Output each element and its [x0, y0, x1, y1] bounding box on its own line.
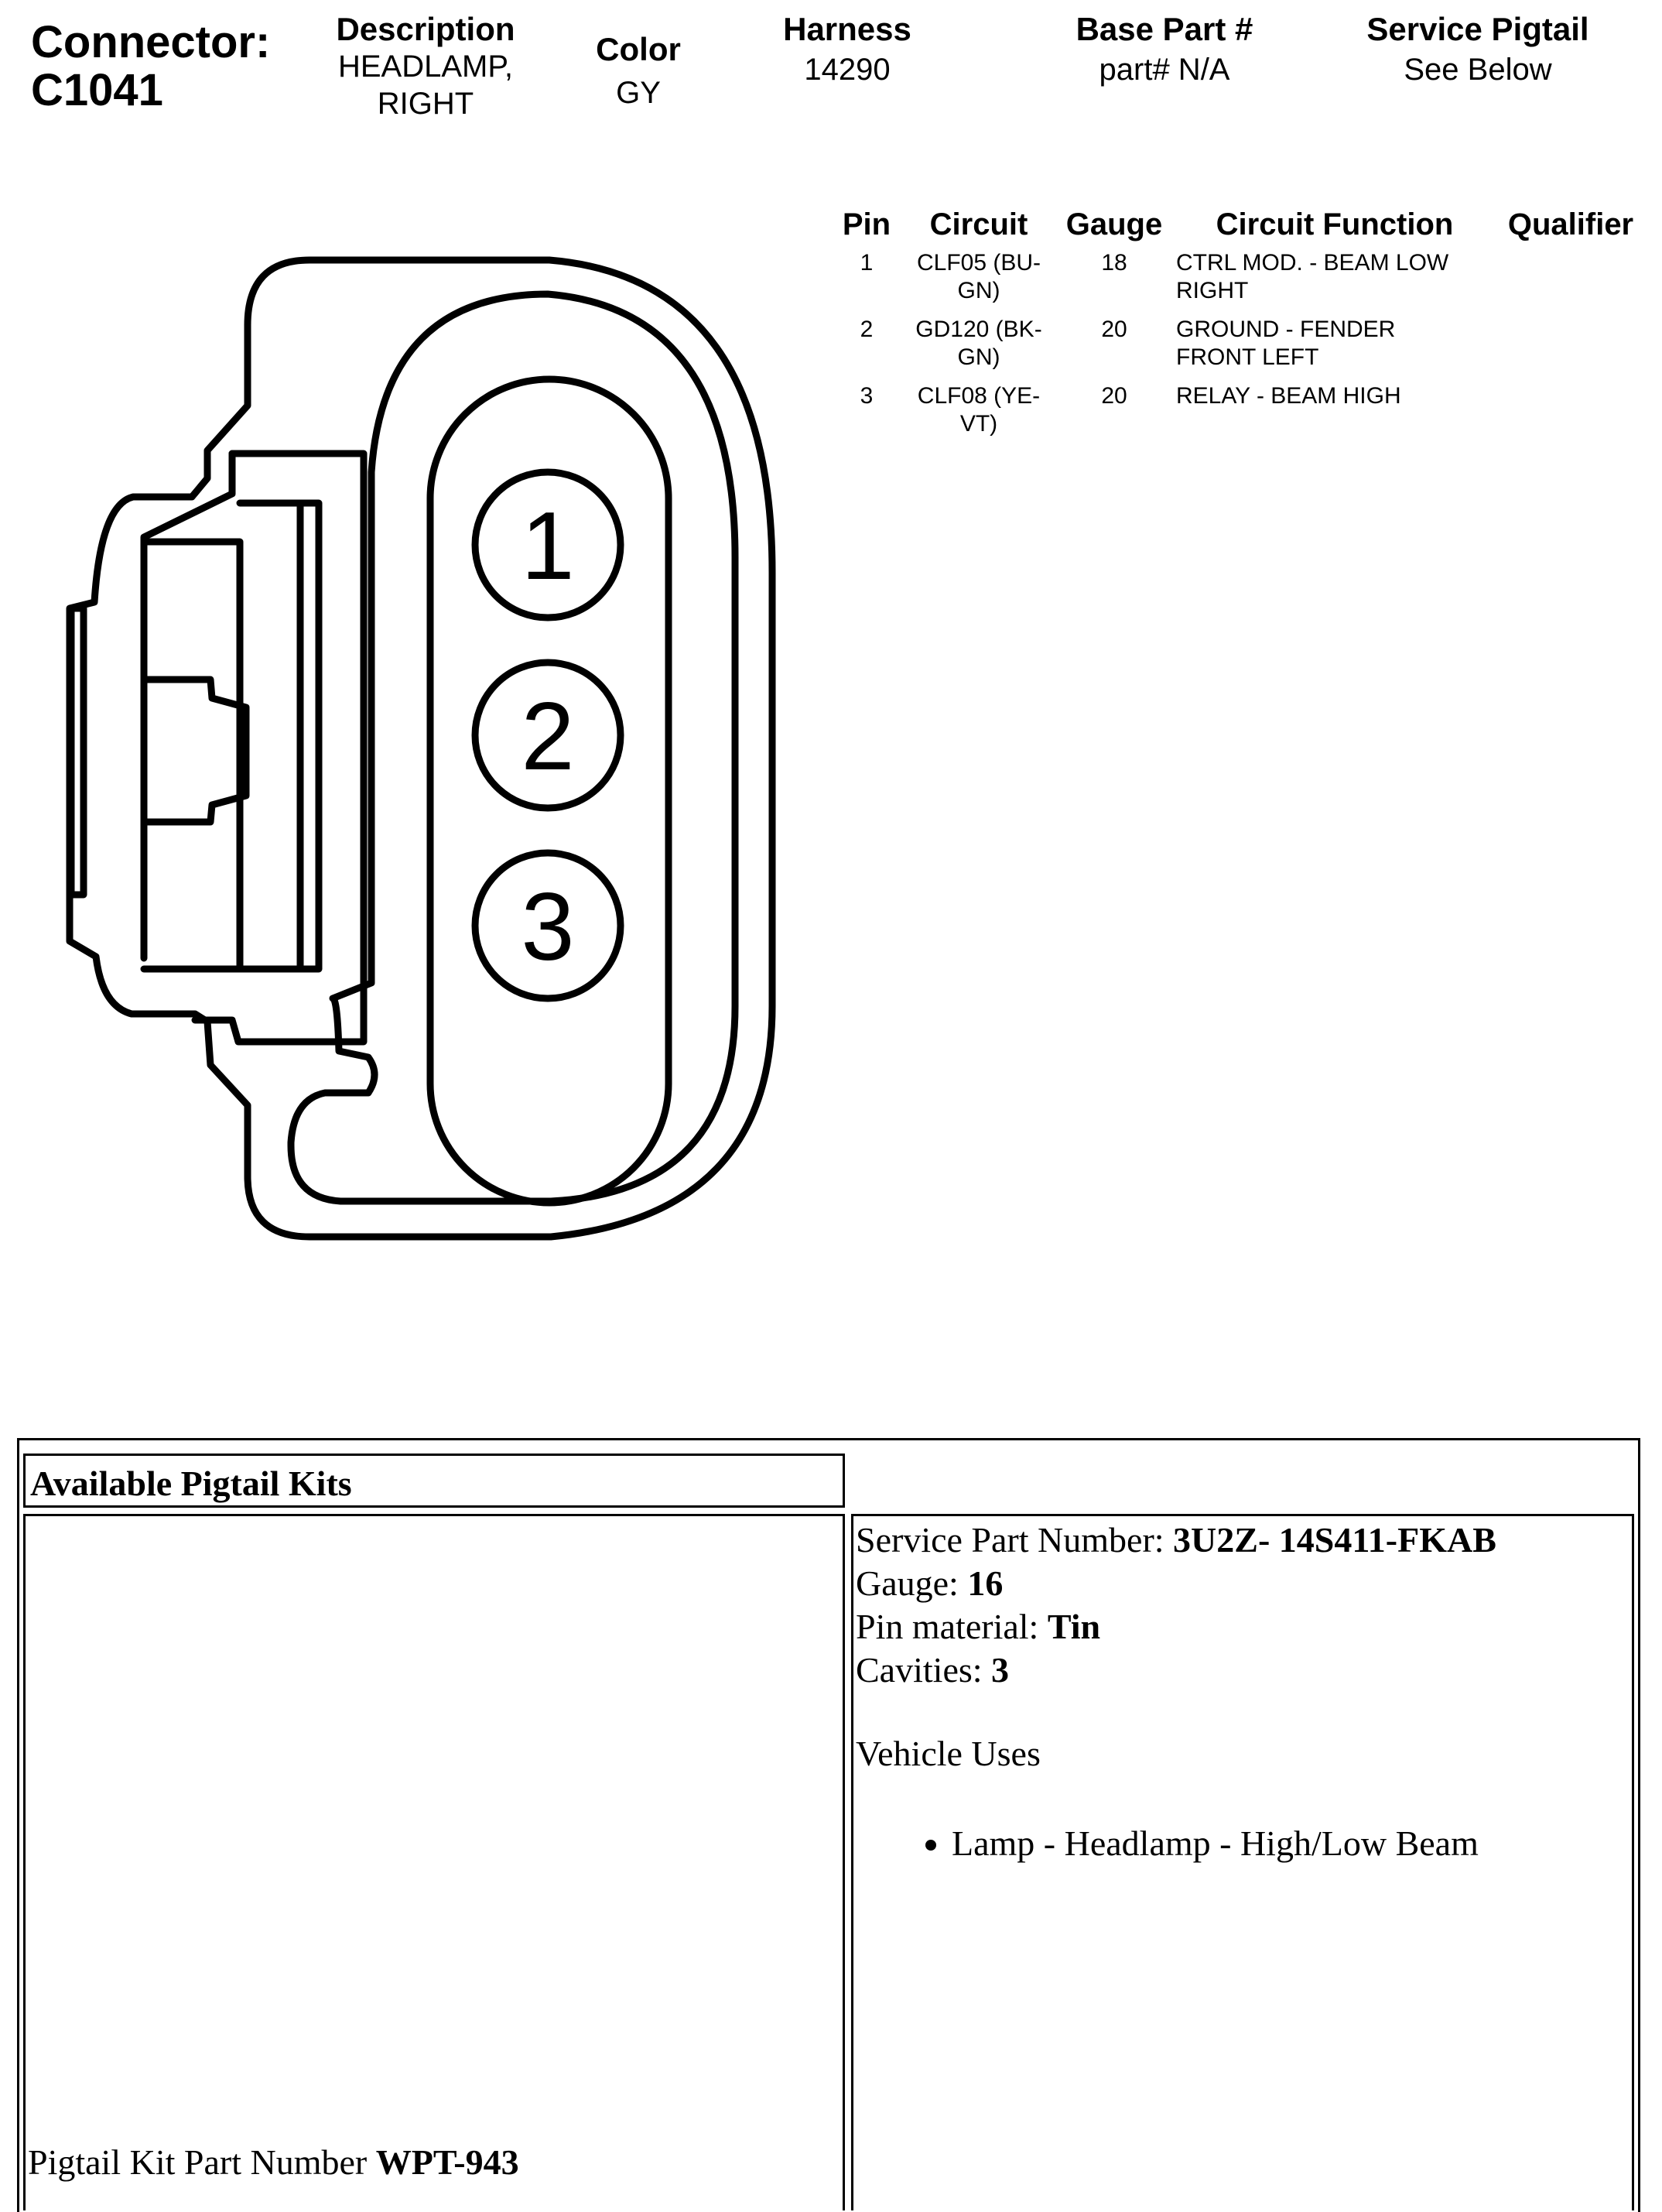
pin-material-line	[856, 1605, 1496, 1649]
vehicle-uses-list	[856, 1822, 1496, 1865]
cavity-label-3: 3	[521, 874, 575, 981]
harness-column	[743, 11, 952, 91]
cavities-line	[856, 1649, 1496, 1692]
circuit-line1: CLF05 (BU-	[916, 250, 1041, 276]
qualifier-cell	[1493, 376, 1648, 443]
function-cell	[1176, 376, 1493, 443]
rail-strip	[240, 503, 319, 969]
gauge-value: 16	[967, 1563, 1004, 1603]
harness-heading: Harness	[783, 11, 911, 47]
pigtail-kit-details	[856, 1519, 1496, 1865]
gauge-label: Gauge:	[856, 1563, 968, 1603]
pigtail-kits-title: Available Pigtail Kits	[30, 1464, 352, 1503]
gauge-cell: 20	[1101, 383, 1127, 409]
list-item: • Lamp - Headlamp - High/Low Beam	[952, 1822, 1496, 1865]
kit-part-label: Pigtail Kit Part Number	[28, 2142, 376, 2182]
function-line2: FRONT LEFT	[1176, 344, 1319, 370]
base-part-value: part# N/A	[1099, 53, 1230, 87]
gauge-cell: 18	[1101, 250, 1127, 276]
service-part-label: Service Part Number:	[856, 1520, 1174, 1560]
harness-value: 14290	[804, 53, 891, 87]
function-cell	[1176, 310, 1493, 376]
pin-number: 3	[860, 383, 874, 409]
cavities-label: Cavities:	[856, 1650, 992, 1690]
color-value: GY	[616, 76, 661, 110]
pin-table-header-row	[828, 206, 1648, 243]
circuit-cell	[905, 376, 1052, 443]
circuit-line1: GD120 (BK-	[915, 317, 1042, 342]
gauge-line	[856, 1562, 1496, 1605]
cavity-label-1: 1	[521, 493, 575, 600]
base-part-heading: Base Part #	[1076, 11, 1253, 47]
service-part-line	[856, 1519, 1496, 1562]
gauge-cell: 20	[1101, 317, 1127, 342]
side-latch	[71, 608, 84, 895]
table-row	[828, 376, 1648, 443]
circuit-line2: VT)	[959, 411, 998, 437]
pin-number: 2	[860, 317, 874, 342]
description-heading: Description	[336, 11, 515, 47]
description-line1: HEADLAMP,	[337, 50, 513, 84]
pin-material-value: Tin	[1047, 1607, 1101, 1646]
circuit-line1: CLF08 (YE-	[917, 383, 1041, 409]
service-part-value: 3U2Z- 14S411-FKAB	[1173, 1520, 1496, 1560]
function-line2: RIGHT	[1176, 278, 1249, 303]
circuit-line2: GN)	[957, 278, 1000, 303]
function-line1: RELAY - BEAM HIGH	[1176, 383, 1401, 409]
col-header-qualifier: Qualifier	[1507, 207, 1634, 241]
circuit-cell	[905, 310, 1052, 376]
pin-material-label: Pin material:	[856, 1607, 1048, 1646]
description-line2: RIGHT	[377, 87, 474, 121]
connector-face-diagram	[0, 232, 805, 1269]
pin-table	[828, 206, 1648, 443]
table-row	[828, 310, 1648, 376]
qualifier-cell	[1493, 310, 1648, 376]
kit-part-value: WPT-943	[375, 2142, 519, 2182]
col-header-pin: Pin	[842, 207, 891, 241]
pigtail-kits-title-box	[23, 1454, 845, 1508]
connector-id: C1041	[31, 65, 163, 115]
connector-title	[31, 19, 270, 115]
pin-number: 1	[860, 250, 874, 276]
color-heading: Color	[596, 31, 681, 67]
function-line1: CTRL MOD. - BEAM LOW	[1176, 250, 1449, 276]
cavity-label-2: 2	[521, 683, 575, 790]
circuit-line2: GN)	[957, 344, 1000, 370]
body-cut-upper	[144, 454, 232, 958]
col-header-circuit-function: Circuit Function	[1216, 207, 1454, 241]
service-pigtail-column	[1339, 11, 1617, 91]
circuit-cell	[905, 243, 1052, 310]
table-row	[828, 243, 1648, 310]
function-cell	[1176, 243, 1493, 310]
service-pigtail-heading: Service Pigtail	[1366, 11, 1589, 47]
col-header-gauge: Gauge	[1065, 207, 1163, 241]
description-column	[302, 11, 549, 122]
cavities-value: 3	[991, 1650, 1010, 1690]
service-pigtail-value: See Below	[1404, 53, 1552, 87]
connector-label: Connector:	[31, 17, 271, 67]
base-part-column	[1045, 11, 1284, 91]
pigtail-kit-part-number	[28, 2142, 519, 2183]
key-slot	[144, 542, 246, 969]
col-header-circuit: Circuit	[929, 207, 1028, 241]
color-column	[573, 29, 704, 116]
vehicle-uses-title: Vehicle Uses	[856, 1734, 1041, 1773]
function-line1: GROUND - FENDER	[1176, 317, 1396, 342]
pigtail-kit-left-cell	[23, 1514, 845, 2210]
qualifier-cell	[1493, 243, 1648, 310]
